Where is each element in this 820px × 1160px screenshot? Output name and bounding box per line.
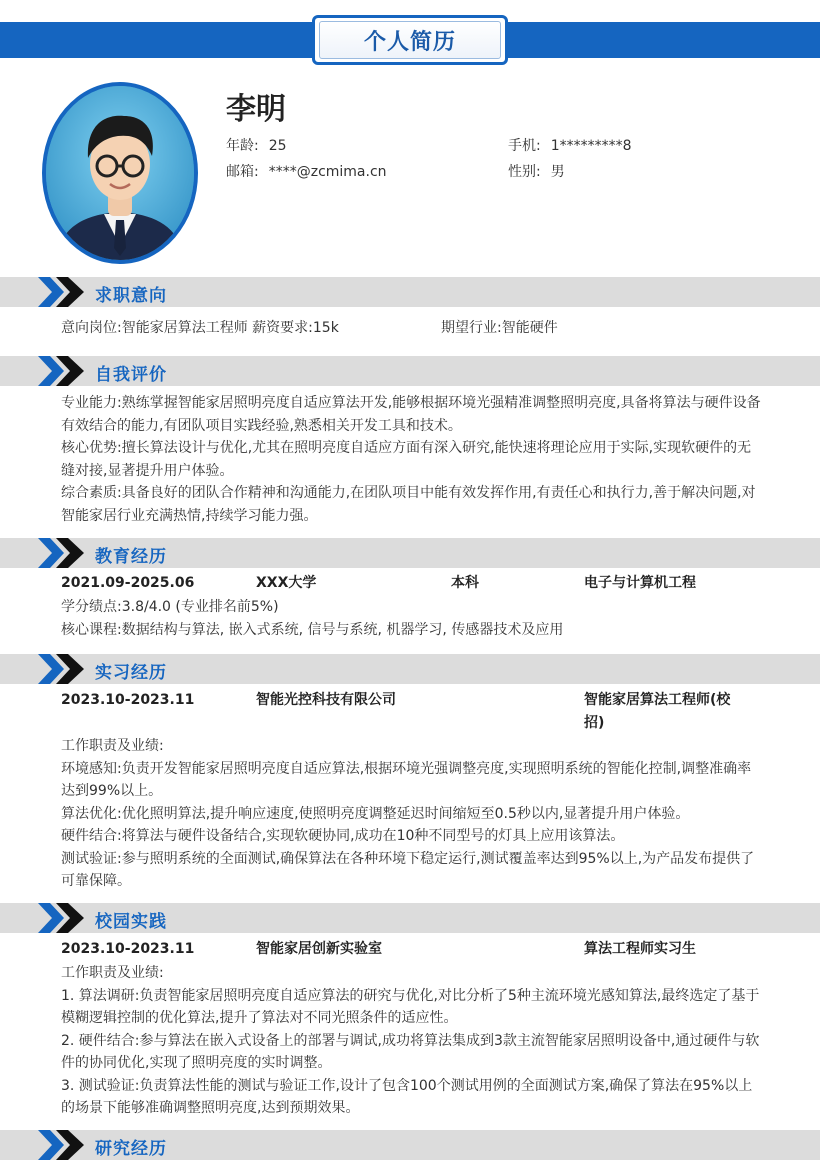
internship-details xyxy=(61,735,761,893)
campus-p3: 3. 测试验证:负责算法性能的测试与验证工作,设计了包含100个测试用例的全面测试方案,确保了算法在95%以上的场景下能够准确调整照明亮度,达到预期效果。 xyxy=(61,1077,753,1116)
double-chevron-icon xyxy=(38,356,90,386)
campus-p1: 1. 算法调研:负责智能家居照明亮度自适应算法的研究与优化,对比分析了5种主流环境光感知算法,最终选定了基于模糊逻辑控制的优化算法,提升了算法对不同光照条件的适应性。 xyxy=(61,987,760,1026)
self-eval-p3: 综合素质:具备良好的团队合作精神和沟通能力,在团队项目中能有效发挥作用,有责任心和执行力,善于解决问题,对智能家居行业充满热情,持续学习能力强。 xyxy=(61,485,756,524)
phone-label: 手机: xyxy=(508,138,541,154)
education-period: 2021.09-2025.06 xyxy=(61,575,195,591)
intent-position: 意向岗位:智能家居算法工程师 xyxy=(61,320,248,336)
campus-role: 算法工程师实习生 xyxy=(584,941,696,957)
avatar-photo xyxy=(46,86,194,260)
section-title: 校园实践 xyxy=(95,912,167,932)
section-header-intent xyxy=(0,277,820,307)
education-major: 电子与计算机工程 xyxy=(584,575,696,591)
gender-value: 男 xyxy=(550,164,565,180)
section-title: 自我评价 xyxy=(95,365,167,385)
title-frame xyxy=(312,15,508,65)
candidate-name: 李明 xyxy=(226,92,286,127)
internship-duty-label: 工作职责及业绩: xyxy=(61,738,164,754)
gender-label: 性别: xyxy=(508,164,541,180)
internship-role: 智能家居算法工程师(校招) xyxy=(584,692,731,731)
campus-details xyxy=(61,962,761,1120)
section-header-self-eval xyxy=(0,356,820,386)
campus-org: 智能家居创新实验室 xyxy=(256,941,382,957)
internship-p4: 测试验证:参与照明系统的全面测试,确保算法在各种环境下稳定运行,测试覆盖率达到95%以上,为产品发布提供了可靠保障。 xyxy=(61,850,755,889)
self-eval-p1: 专业能力:熟练掌握智能家居照明亮度自适应算法开发,能够根据环境光强精准调整照明亮度,具备将算法与硬件设备有效结合的能力,有团队项目实践经验,熟悉相关开发工具和技术。 xyxy=(61,395,761,434)
section-title: 实习经历 xyxy=(95,663,167,683)
email-value: ****@zcmima.cn xyxy=(268,164,387,180)
double-chevron-icon xyxy=(38,1130,90,1160)
internship-p1: 环境感知:负责开发智能家居照明亮度自适应算法,根据环境光强调整亮度,实现照明系统的智能化控制,调整准确率达到99%以上。 xyxy=(61,760,752,799)
email-row xyxy=(226,161,387,181)
internship-row xyxy=(61,689,761,733)
education-courses: 核心课程:数据结构与算法, 嵌入式系统, 信号与系统, 机器学习, 传感器技术及应用 xyxy=(61,621,564,638)
double-chevron-icon xyxy=(38,277,90,307)
education-gpa: 学分绩点:3.8/4.0 (专业排名前5%) xyxy=(61,599,279,615)
phone-row xyxy=(508,135,632,155)
self-eval-body xyxy=(61,392,761,527)
section-title: 研究经历 xyxy=(95,1139,167,1159)
campus-row xyxy=(61,938,761,960)
education-school: XXX大学 xyxy=(256,575,317,591)
internship-p2: 算法优化:优化照明算法,提升响应速度,使照明亮度调整延迟时间缩短至0.5秒以内,显著提升用户体验。 xyxy=(61,805,690,822)
double-chevron-icon xyxy=(38,903,90,933)
campus-duty-label: 工作职责及业绩: xyxy=(61,965,164,981)
age-value: 25 xyxy=(268,138,287,154)
section-title: 求职意向 xyxy=(95,286,167,306)
intent-salary: 薪资要求:15k xyxy=(252,320,339,336)
section-title: 教育经历 xyxy=(95,547,167,567)
email-label: 邮箱: xyxy=(226,164,259,180)
intent-row xyxy=(61,317,761,340)
double-chevron-icon xyxy=(38,654,90,684)
internship-p3: 硬件结合:将算法与硬件设备结合,实现软硬协同,成功在10种不同型号的灯具上应用该算法。 xyxy=(61,828,625,844)
campus-period: 2023.10-2023.11 xyxy=(61,941,195,957)
double-chevron-icon xyxy=(38,538,90,568)
education-details xyxy=(61,596,761,641)
avatar xyxy=(42,82,198,264)
intent-industry: 期望行业:智能硬件 xyxy=(441,320,558,336)
section-header-internship xyxy=(0,654,820,684)
age-label: 年龄: xyxy=(226,138,259,154)
internship-period: 2023.10-2023.11 xyxy=(61,692,195,708)
section-header-campus xyxy=(0,903,820,933)
education-degree: 本科 xyxy=(451,575,479,591)
age-row xyxy=(226,135,287,155)
phone-value: 1*********8 xyxy=(550,138,632,154)
page-title: 个人简历 xyxy=(319,21,501,59)
self-eval-p2: 核心优势:擅长算法设计与优化,尤其在照明亮度自适应方面有深入研究,能快速将理论应用于实际,实现软硬件的无缝对接,显著提升用户体验。 xyxy=(61,440,752,479)
education-row xyxy=(61,572,761,594)
section-header-research xyxy=(0,1130,820,1160)
internship-company: 智能光控科技有限公司 xyxy=(256,692,396,708)
section-header-education xyxy=(0,538,820,568)
campus-p2: 2. 硬件结合:参与算法在嵌入式设备上的部署与调试,成功将算法集成到3款主流智能家居照明设备中,通过硬件与软件的协同优化,实现了照明亮度的实时调整。 xyxy=(61,1032,760,1071)
gender-row xyxy=(508,161,565,181)
